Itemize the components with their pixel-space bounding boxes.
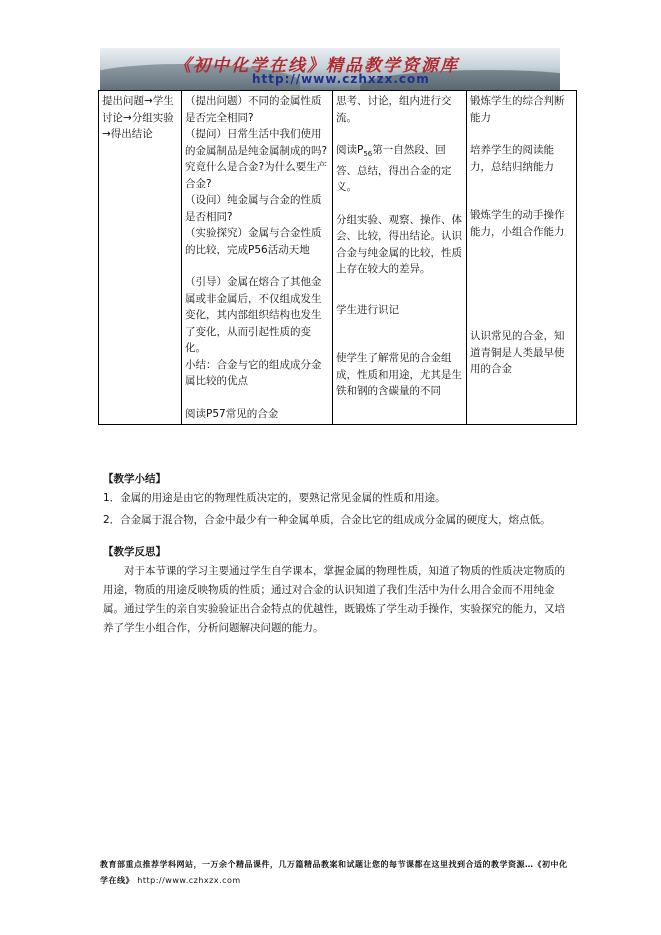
reflection-section bbox=[103, 543, 573, 638]
banner-url[interactable]: http://www.czhxzx.com bbox=[252, 72, 430, 86]
teacher-p1: （提出问题）不同的金属性质是否完全相同? bbox=[185, 95, 322, 124]
student-p1: 思考、讨论，组内进行交流。 bbox=[336, 95, 452, 124]
teacher-activity-cell bbox=[182, 91, 333, 425]
teacher-p4: （实验探究）金属与合金性质的比较，完成P56活动天地 bbox=[185, 227, 322, 256]
summary-heading: 【教学小结】 bbox=[103, 473, 166, 485]
student-p2: 阅读$P_{56}$第一自然段、回答、总结，得出合金的定义。 bbox=[336, 144, 452, 194]
footer bbox=[100, 857, 570, 889]
summary-item-1: 1．金属的用途是由它的物理性质决定的，要熟记常见金属的性质和用途。 bbox=[103, 492, 446, 504]
step-cell bbox=[99, 91, 182, 425]
teacher-p3: （设问）纯金属与合金的性质是否相同? bbox=[185, 194, 322, 223]
student-p5: 使学生了解常见的合金组成，性质和用途，尤其是生铁和钢的含碳量的不同 bbox=[336, 352, 462, 398]
footer-text: 教育部重点推荐学科网站，一万余个精品课件，几万篇精品教案和试题让您的每节课都在这里找到合适的教学资源…《初中化学在线》 bbox=[100, 860, 568, 885]
header-banner bbox=[100, 48, 560, 90]
table-row bbox=[99, 91, 577, 425]
lesson-table bbox=[98, 90, 577, 425]
teacher-p6: 小结：合金与它的组成成分金属比较的优点 bbox=[185, 358, 322, 387]
teacher-p5: （引导）金属在熔合了其他金属或非金属后，不仅组成发生变化，其内部组织结构也发生了变化，从而引起性质的变化。 bbox=[185, 276, 322, 354]
banner-title: 《初中化学在线》精品教学资源库 bbox=[174, 56, 459, 76]
teacher-p7: 阅读P57常见的合金 bbox=[185, 407, 279, 420]
teacher-p2: （提问）日常生活中我们使用的金属制品是纯金属制成的吗?究竟什么是合金?为什么要生产合金? bbox=[185, 128, 328, 190]
student-activity-cell bbox=[333, 91, 467, 425]
intent-p1: 锻炼学生的综合判断能力 bbox=[470, 95, 565, 124]
reflection-text: 对于本节课的学习主要通过学生自学课本，掌握金属的物理性质，知道了物质的性质决定物质的用途，物质的用途反映物质的性质；通过对合金的认识知道了我们生活中为什么用合金而不用纯金属。通过学生的亲自实验验证出合金特点的优越性，既锻炼了学生动手操作，实验探究的能力，又培养了学生小组合作，分析问题解决问题的能力。 bbox=[103, 565, 565, 634]
intent-p2: 培养学生的阅读能力，总结归纳能力 bbox=[470, 144, 554, 173]
reflection-heading: 【教学反思】 bbox=[103, 546, 166, 558]
footer-url[interactable]: http://www.czhxzx.com bbox=[137, 876, 241, 885]
student-p3: 分组实验、观察、操作、体会、比较，得出结论。认识合金与纯金属的比较，性质上存在较大的差异。 bbox=[336, 213, 462, 276]
design-intent-cell bbox=[467, 91, 577, 425]
student-p4: 学生进行识记 bbox=[336, 303, 399, 316]
summary-item-2: 2．合金属于混合物，合金中最少有一种金属单质，合金比它的组成成分金属的硬度大，熔点低。 bbox=[103, 514, 551, 526]
intent-p3: 锻炼学生的动手操作能力，小组合作能力 bbox=[470, 209, 565, 238]
intent-p4: 认识常见的合金，知道青铜是人类最早使用的合金 bbox=[470, 330, 565, 375]
step-text: 提出问题→学生讨论→分组实验→得出结论 bbox=[102, 95, 174, 140]
summary-section bbox=[103, 470, 573, 530]
